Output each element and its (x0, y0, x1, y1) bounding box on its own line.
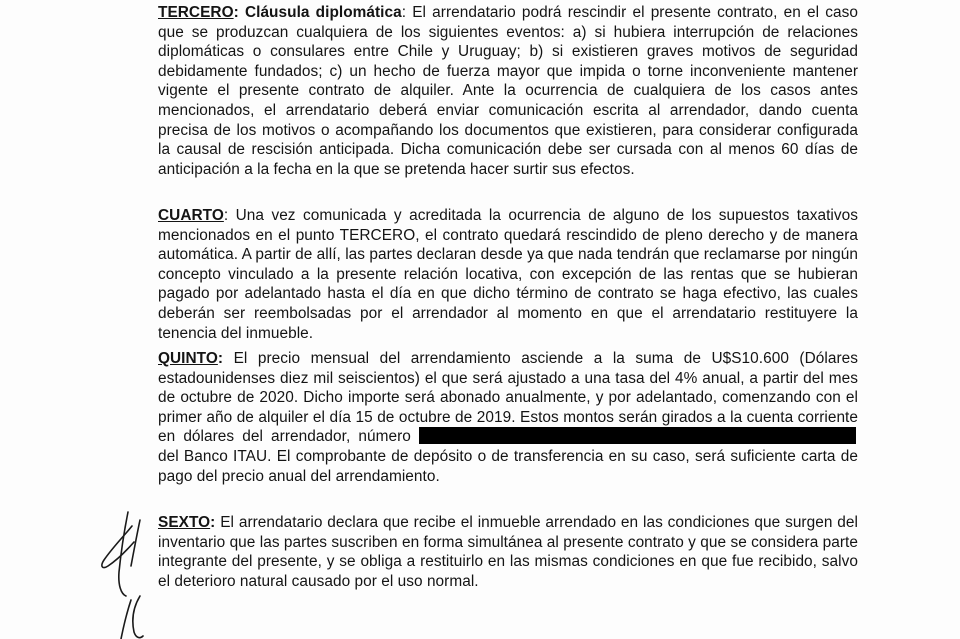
clause-cuarto-body: : Una vez comunicada y acreditada la ocurrencia de alguno de los supuestos taxativos mencionados en el punto TERCERO, el contrato quedará rescindido de pleno derecho y de manera automática. A partir de allí, las partes declaran desde ya que nada tendrán que reclamarse por ningún concepto vinculado a la presente relación locativa, con excepción de las rentas que se hubieran pagado por adelantado hasta el día en que dicho término de contrato se haga efectivo, las cuales deberán ser reembolsadas por el arrendador al momento en que el arrendatario restituyere la tenencia del inmueble. (158, 207, 858, 342)
signature-stroke (121, 600, 131, 639)
handwritten-signature (0, 0, 160, 639)
clause-tercero-heading: TERCERO (158, 4, 234, 21)
clause-tercero-body: : El arrendatario podrá rescindir el presente contrato, en el caso que se produzcan cualquiera de los siguientes eventos: a) si hubiera interrupción de relaciones diplomáticas o consulares entre Chile y Uruguay; b) si existieren graves motivos de seguridad debidamente fundados; c) un hecho de fuerza mayor que impida o torne inconveniente mantener vigente el presente contrato de alquiler. Ante la ocurrencia de cualquiera de los casos antes mencionados, el arrendatario deberá enviar comunicación escrita al arrendador, dando cuenta precisa de los motivos o acompañando los documentos que existieren, para considerar configurada la causal de rescisión anticipada. Dicha comunicación debe ser cursada con al menos 60 días de anticipación a la fecha en la que se pretenda hacer surtir sus efectos. (158, 4, 858, 178)
clause-quinto-body-after: del Banco ITAU. El comprobante de depósito o de transferencia en su caso, será suficiente carta de pago del precio anual del arrendamiento. (158, 447, 858, 485)
clause-sexto-heading: SEXTO (158, 514, 211, 531)
clause-quinto-colon: : (217, 350, 224, 367)
clause-quinto-heading: QUINTO (158, 350, 218, 367)
clause-tercero-subheading: Cláusula diplomática (244, 4, 402, 21)
clause-sexto (158, 513, 858, 591)
redacted-account-number (419, 427, 856, 444)
signature-stroke (102, 526, 134, 568)
clause-cuarto (158, 206, 858, 343)
clause-sexto-body: El arrendatario declara que recibe el inmueble arrendado en las condiciones que surgen del inventario que las partes suscriben en forma simultánea al presente contrato y que se considera parte integrante del presente, y se obliga a restituirlo en las mismas condiciones en que fue recibido, salvo el deterioro natural causado por el uso normal. (158, 514, 858, 590)
clause-tercero (158, 3, 858, 179)
clause-quinto (158, 349, 858, 486)
clause-quinto-body-before: El precio mensual del arrendamiento asciende a la suma de U$S10.600 (Dólares estadounidenses diez mil seiscientos) el que será ajustado a una tasa del 4% anual, a partir del mes de octubre de 2020. Dicho importe será abonado anualmente, y por adelantado, comenzando con el primer año de alquiler el día 15 de octubre de 2019. Estos montos serán girados a la cuenta corriente en dólares del arrendador, número (158, 350, 858, 446)
signature-stroke (133, 596, 143, 638)
clause-sexto-colon: : (210, 514, 216, 531)
clause-cuarto-heading: CUARTO (158, 207, 224, 224)
clause-tercero-separator: : (233, 4, 245, 21)
